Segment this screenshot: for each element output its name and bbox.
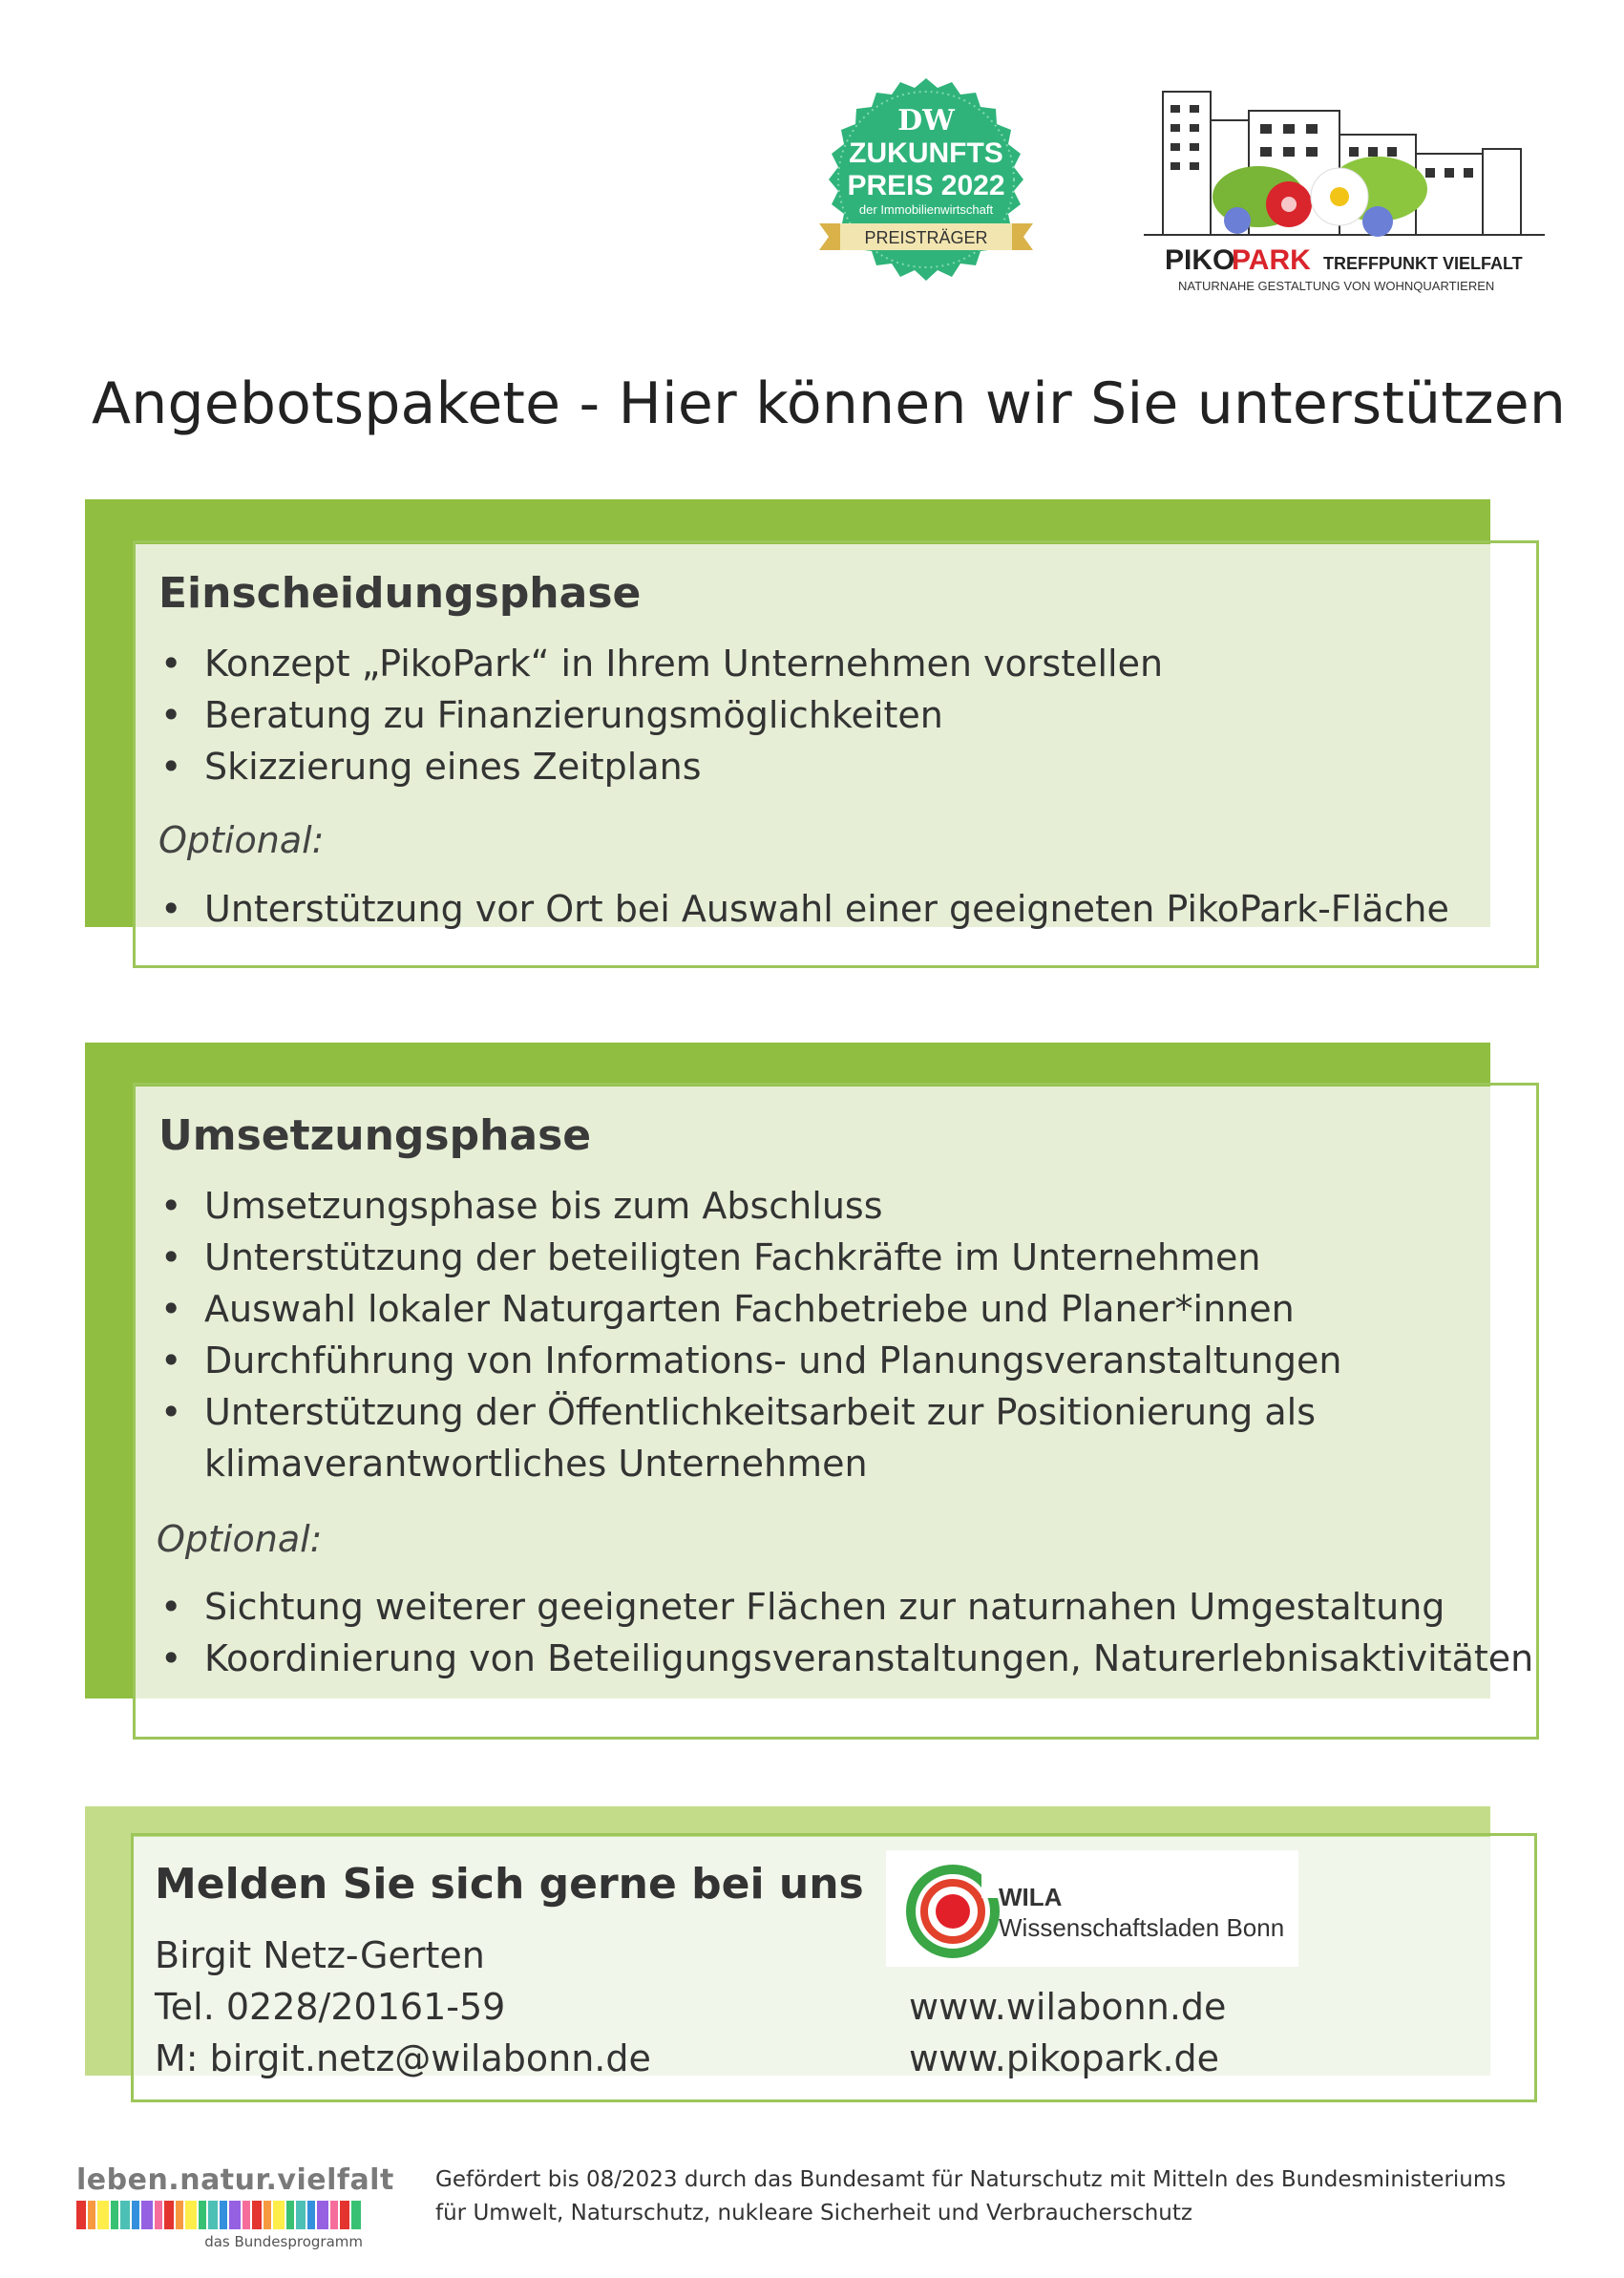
badge-zukunfts: ZUKUNFTS — [849, 137, 1003, 169]
badge-subline: der Immobilienwirtschaft — [858, 202, 994, 217]
list-item: • Unterstützung der Öffentlichkeitsarbeit zur Positionierung als — [158, 1386, 1341, 1438]
funding-note — [435, 2163, 1506, 2230]
page-title: Angebotspakete - Hier können wir Sie unterstützen — [92, 370, 1567, 437]
contact-email[interactable]: M: birgit.netz@wilabonn.de — [155, 2037, 651, 2079]
badge-dw: DW — [897, 104, 955, 137]
badge-preis: PREIS 2022 — [847, 170, 1005, 201]
section1-list — [158, 638, 1163, 792]
funding-line-1: Gefördert bis 08/2023 durch das Bundesamt für Naturschutz mit Mitteln des Bundesministeriums — [435, 2167, 1507, 2192]
list-item: • Unterstützung der beteiligten Fachkräfte im Unternehmen — [158, 1232, 1341, 1283]
list-item: • Konzept „PikoPark“ in Ihrem Unternehmen vorstellen — [158, 638, 1163, 689]
section2-optional-label: Optional: — [157, 1518, 323, 1560]
badge-ribbon-text: PREISTRÄGER — [864, 228, 988, 247]
list-item: • Umsetzungsphase bis zum Abschluss — [158, 1180, 1341, 1232]
award-badge-graphic — [812, 74, 1041, 304]
list-item: • Beratung zu Finanzierungsmöglichkeiten — [158, 689, 1163, 741]
program-title: leben.natur.vielfalt — [76, 2163, 394, 2197]
pikopark-subline: NATURNAHE GESTALTUNG VON WOHNQUARTIEREN — [1178, 279, 1495, 293]
list-item: • Skizzierung eines Zeitplans — [158, 741, 1163, 792]
section1-heading: Einscheidungsphase — [158, 569, 642, 618]
wila-fullname: Wissenschaftsladen Bonn — [999, 1913, 1285, 1942]
list-item-continuation: klimaverantwortliches Unternehmen — [204, 1443, 868, 1485]
list-item: • Durchführung von Informations- und Planungsveranstaltungen — [158, 1335, 1341, 1386]
list-item: • Auswahl lokaler Naturgarten Fachbetriebe und Planer*innen — [158, 1283, 1341, 1335]
pikopark-name-part2: PARK — [1232, 244, 1311, 276]
program-color-stripes — [76, 2201, 363, 2229]
website-link-wila[interactable]: www.wilabonn.de — [909, 1986, 1227, 2028]
wila-logo-graphic — [886, 1850, 1298, 1967]
list-item: • Koordinierung von Beteiligungsveranstaltungen, Naturerlebnisaktivitäten — [158, 1633, 1533, 1684]
pikopark-logo — [1144, 82, 1545, 311]
wila-name: WILA — [999, 1883, 1063, 1911]
section2-optional-list — [158, 1581, 1533, 1684]
contact-phone: Tel. 0228/20161-59 — [155, 1986, 506, 2028]
contact-name: Birgit Netz-Gerten — [155, 1934, 485, 1976]
program-logo — [76, 2163, 394, 2259]
wila-logo — [886, 1850, 1298, 1967]
wila-dot-icon — [936, 1894, 970, 1929]
pikopark-tagline: TREFFPUNKT VIELFALT — [1323, 254, 1523, 273]
award-badge — [812, 74, 1041, 304]
pikopark-illustration — [1144, 82, 1545, 311]
section1-optional-list — [158, 883, 1449, 935]
section2-list — [158, 1180, 1341, 1489]
pikopark-name-part1: PIKO — [1165, 244, 1235, 276]
funding-line-2: für Umwelt, Naturschutz, nukleare Sicherheit und Verbraucherschutz — [435, 2201, 1192, 2225]
contact-heading: Melden Sie sich gerne bei uns — [155, 1860, 864, 1909]
section2-heading: Umsetzungsphase — [158, 1111, 592, 1160]
list-item: • Unterstützung vor Ort bei Auswahl einer geeigneten PikoPark-Fläche — [158, 883, 1449, 935]
list-item: • Sichtung weiterer geeigneter Flächen zur naturnahen Umgestaltung — [158, 1581, 1533, 1633]
blue-flower-icon — [1224, 207, 1251, 234]
section1-optional-label: Optional: — [158, 819, 325, 861]
website-link-pikopark[interactable]: www.pikopark.de — [909, 2037, 1220, 2079]
program-subtitle: das Bundesprogramm — [204, 2233, 363, 2250]
